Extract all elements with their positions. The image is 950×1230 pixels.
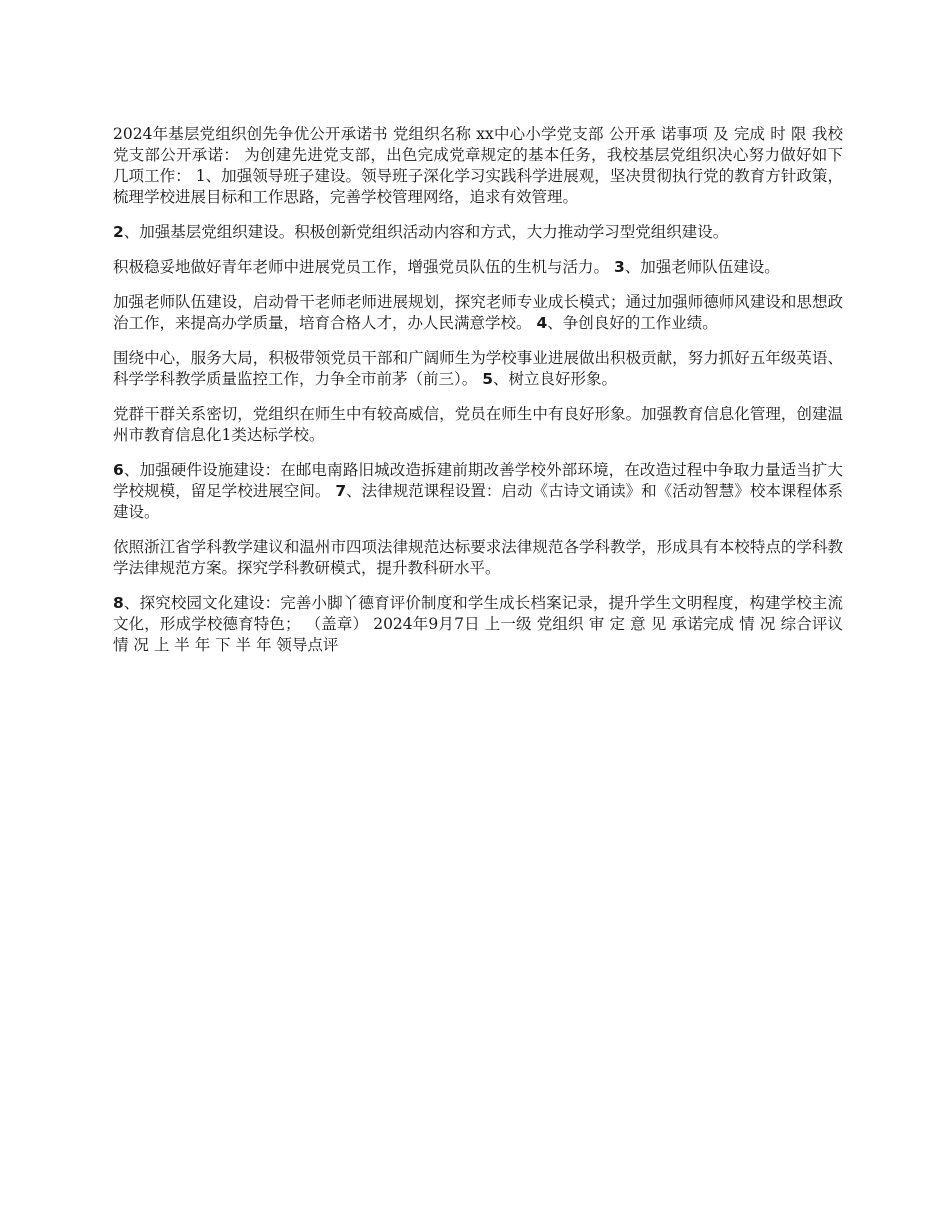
paragraph [113, 593, 843, 656]
item-number: 5 [482, 370, 493, 388]
paragraph-text: 党群干群关系密切，党组织在师生中有较高威信，党员在师生中有良好形象。加强教育信息化管理，创建温州市教育信息化1类达标学校。 [113, 405, 843, 444]
paragraph-text: 、加强基层党组织建设。积极创新党组织活动内容和方式，大力推动学习型党组织建设。 [123, 223, 729, 241]
paragraph [113, 257, 843, 278]
paragraph [113, 292, 843, 334]
item-number: 2 [113, 223, 124, 241]
item-number: 3 [613, 258, 625, 276]
paragraph [113, 460, 843, 523]
item-number: 7 [335, 482, 347, 500]
paragraph-text: 、探究校园文化建设：完善小脚丫德育评价制度和学生成长档案记录，提升学生文明程度，构建学校主流文化，形成学校德育特色； （盖章） 2024年9月7日 上一级 党组织 审 定 意 见 承诺完成 情 况 综合评议 情 况 上 半 年 下 半 年 领导点评 [113, 594, 843, 654]
paragraph-text: 2024年基层党组织创先争优公开承诺书 党组织名称 xx中心小学党支部 公开承 诺事项 及 完成 时 限 我校党支部公开承诺： 为创建先进党支部，出色完成党章规定的基本任务，我校基层党组织决心努力做好如下几项工作： 1、加强领导班子建设。领导班子深化学习实践科学进展观，坚决贯彻执行党的教育方针政策，梳理学校进展目标和工作思路，完善学校管理网络，追求有效管理。 [113, 125, 843, 206]
paragraph [113, 348, 843, 390]
paragraph-text: 积极稳妥地做好青年老师中进展党员工作，增强党员队伍的生机与活力。 [113, 258, 614, 276]
paragraph-text: 依照浙江省学科教学建议和温州市四项法律规范达标要求法律规范各学科教学，形成具有本校特点的学科教学法律规范方案。探究学科教研模式，提升教科研水平。 [113, 538, 843, 577]
item-number: 4 [536, 314, 548, 332]
paragraph-text: 加强老师队伍建设，启动骨干老师老师进展规划，探究老师专业成长模式；通过加强师德师风建设和思想政治工作，来提高办学质量，培育合格人才，办人民满意学校。 [113, 293, 843, 332]
paragraph [113, 537, 843, 579]
item-number: 8 [113, 594, 124, 612]
item-number: 6 [113, 461, 124, 479]
paragraph [113, 404, 843, 446]
paragraph-text: 、加强硬件设施建设：在邮电南路旧城改造拆建前期改善学校外部环境，在改造过程中争取力量适当扩大学校规模，留足学校进展空间。 [113, 461, 843, 500]
paragraph-text: 、树立良好形象。 [492, 370, 617, 388]
paragraph [113, 124, 843, 208]
paragraph-text: 围绕中心，服务大局，积极带领党员干部和广阔师生为学校事业进展做出积极贡献，努力抓好五年级英语、科学学科教学质量监控工作，力争全市前茅（前三）。 [113, 349, 843, 388]
paragraph-text: 、法律规范课程设置：启动《古诗文诵读》和《活动智慧》校本课程体系建设。 [113, 482, 843, 521]
document-page [113, 124, 843, 670]
paragraph [113, 222, 843, 243]
paragraph-text: 、加强老师队伍建设。 [624, 258, 780, 276]
paragraph-text: 、争创良好的工作业绩。 [547, 314, 718, 332]
